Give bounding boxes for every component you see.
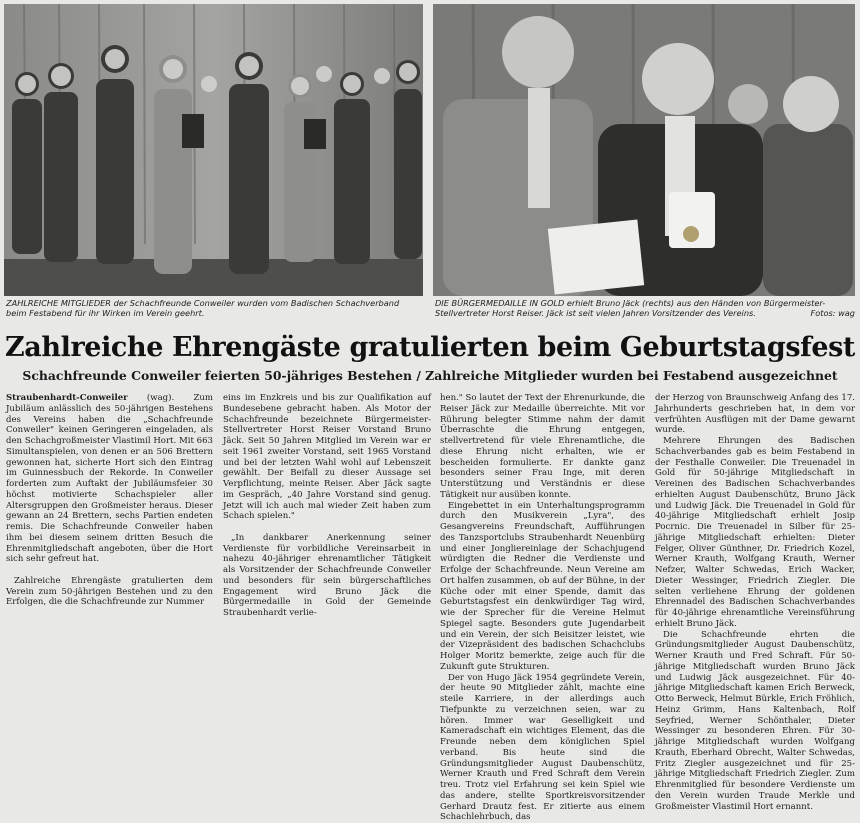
caption-text: erhielt Bruno Jäck (rechts) aus den Händen von Bürgermeister-Stellvertreter Horst Reiser. Jäck ist seit vielen Jahren Vorsitzender des Vereins.	[435, 298, 825, 318]
photo-caption-left	[6, 298, 421, 318]
group-photo-illustration	[4, 4, 423, 296]
caption-text: der Schachfreunde Conweiler wurden vom Badischen Schachverband beim Festabend für ihr Wirken im Verein geehrt.	[6, 298, 399, 318]
article-paragraph: Zahlreiche Ehrengäste gratulierten dem Verein zum 50-jährigen Bestehen und zu den Erfolgen, die die Schachfreunde zur Nummer	[6, 576, 213, 608]
photo-credit: Fotos: wag	[811, 308, 855, 318]
article-paragraph: „In dankbarer Anerkennung seiner Verdienste für vorbildliche Vereinsarbeit in nahezu 40-jähriger ehrenamtlicher Tätigkeit als Vorsitzender der Schachfreunde Conweiler und besonders für sein bürgerschaftliches Engagement wird Bruno Jäck die Bürgermedaille in Gold der Gemeinde Straubenhardt verlie-	[223, 533, 431, 619]
article-column-1	[6, 393, 213, 608]
article-paragraph: Eingebettet in ein Unterhaltungsprogramm durch den Musikverein „Lyra", des Gesangvereins Freundschaft, Aufführungen des Tanzsportclubs Straubenhardt Neuenbürg und einer Jongliereinlage der Schachjugend würdigten die Redner die Verdienste und Erfolge der Schachfreunde. Neun Vereine am Ort halfen zusammen, ob auf der Bühne, in der Küche oder mit einer Spende, damit das Geburtstagsfest ein denkwürdiger Tag wird, wie der Sprecher für die Vereine Helmut Spiegel sagte. Besonders gute Jugendarbeit und ein Verein, der sich Beisitzer leistet, wie der Vizepräsident des badischen Schachclubs Holger Moritz bemerkte, zeige auch für die Zukunft gute Strukturen.	[440, 501, 645, 673]
article-paragraph: Die Schachfreunde ehrten die Gründungsmitglieder August Daubenschütz, Werner Krauth und Fred Schraft. Für 50-jährige Mitgliedschaft wurden Bruno Jäck und Ludwig Jäck ausgezeichnet. Für 40-jährige Mitgliedschaft kamen Erich Berweck, Otto Berweck, Helmut Bürkle, Erich Fröhlich, Heinz Grimm, Hans Kaltenbach, Rolf Seyfried, Werner Schönthaler, Dieter Wessinger zu besonderen Ehren. Für 30-jährige Mitgliedschaft wurden Wolfgang Krauth, Eberhard Obrecht, Walter Schwedas, Fritz Ziegler ausgezeichnet und für 25-jährige Mitgliedschaft Friedrich Ziegler. Zum Ehrenmitglied für besondere Verdienste um den Verein wurden Traude Merkle und Großmeister Vlastimil Hort ernannt.	[655, 630, 855, 813]
article-column-3	[440, 393, 645, 823]
article-headline: Zahlreiche Ehrengäste gratulierten beim Geburtstagsfest	[0, 332, 860, 363]
article-paragraph: der Herzog von Braunschweig Anfang des 17. Jahrhunderts geschrieben hat, in dem vor verfrühten Ausflügen mit der Dame gewarnt wurde.	[655, 393, 855, 436]
paragraph-text: (wag). Zum Jubiläum anlässlich des 50-jährigen Bestehens des Vereins haben die „Schachfreunde Conweiler" keinen Geringeren eingeladen, als den Schachgroßmeister Vlastimil Hort. Mit 663 Simultanspielen, von denen er an 506 Brettern gewonnen hat, sicherte Hort sich den Eintrag im Guinnessbuch der Rekorde. In Conweiler forderten zum Auftakt der Jubiläumsfeier 30 höchst motivierte Schachspieler aller Altersgruppen den Großmeister heraus. Dieser gewann an 24 Brettern, sechs Partien endeten remis. Die Schachfreunde Conweiler haben ihm bei diesem seinem dritten Besuch die Ehrenmitgliedschaft angeboten, über die Hort sich sehr gefreut hat.	[6, 393, 213, 564]
photo-medal-handover	[433, 4, 855, 296]
article-paragraph	[6, 393, 213, 565]
article-paragraph: eins im Enzkreis und bis zur Qualifikation auf Bundesebene gebracht haben. Als Motor der Schachfreunde bezeichnete Bürgermeister-Stellvertreter Horst Reiser Vorstand Bruno Jäck. Seit 50 Jahren Mitglied im Verein war er seit 1961 zweiter Vorstand, seit 1965 Vorstand und bei der letzten Wahl wohl auf Lebenszeit gewählt. Der Beifall zu dieser Aussage sei Verpflichtung, meinte Reiser. Aber Jäck sagte im Gespräch, „40 Jahre Vorstand sind genug. Jetzt will ich auch mal wieder Zeit haben zum Schach spielen."	[223, 393, 431, 522]
caption-lead: ZAHLREICHE MITGLIEDER	[6, 298, 111, 308]
dateline: Straubenhardt-Conweiler	[6, 393, 128, 403]
article-column-2	[223, 393, 431, 619]
medal-photo-illustration	[433, 4, 855, 296]
article-subheadline: Schachfreunde Conweiler feierten 50-jähriges Bestehen / Zahlreiche Mitglieder wurden bei Festabend ausgezeichnet	[0, 368, 860, 383]
photo-honored-members	[4, 4, 423, 296]
caption-lead: DIE BÜRGERMEDAILLE IN GOLD	[435, 298, 564, 308]
article-paragraph: Der von Hugo Jäck 1954 gegründete Verein, der heute 90 Mitglieder zählt, machte eine steile Karriere, in der allerdings auch Tiefpunkte zu verzeichnen seien, war zu hören. Immer war Geselligkeit und Kameradschaft ein wichtiges Element, das die Freunde neben dem königlichen Spiel verband. Bis heute sind die Gründungsmitglieder August Daubenschütz, Werner Krauth und Fred Schraft dem Verein treu. Trotz viel Erfahrung sei kein Spiel wie das andere, stellte Sportkreisvorsitzender Gerhard Drautz fest. Er zitierte aus einem Schachlehrbuch, das	[440, 673, 645, 823]
article-paragraph: Mehrere Ehrungen des Badischen Schachverbandes gab es beim Festabend in der Festhalle Conweiler. Die Treuenadel in Gold für 50-jährige Mitgliedschaft in Vereinen des Badischen Schachverbandes erhielten August Daubenschütz, Bruno Jäck und Ludwig Jäck. Die Treuenadel in Gold für 40-jährige Mitgliedschaft erhielt Josip Pocrnic. Die Treuenadel in Silber für 25-jährige Mitgliedschaft erhielten: Dieter Felger, Oliver Günthner, Dr. Friedrich Kozel, Werner Krauth, Wolfgang Krauth, Werner Nefzer, Walter Schwedas, Erich Wacker, Dieter Wessinger, Friedrich Ziegler. Die selten verliehene Ehrung der goldenen Ehrennadel des Badischen Schachverbandes für 40-jährige ehrenamtliche Vereinsführung erhielt Bruno Jäck.	[655, 436, 855, 630]
photo-caption-right	[435, 298, 855, 318]
article-paragraph: hen." So lautet der Text der Ehrenurkunde, die Reiser Jäck zur Medaille überreichte. Mit vor Rührung belegter Stimme nahm der damit Überraschte die Ehrung entgegen, stellvertretend für viele Ehrenamtliche, die diese Ehrung nicht erhalten, wie er bescheiden formulierte. Er dankte ganz besonders seiner Frau Inge, mit deren Unterstützung und Verständnis er diese Tätigkeit nur ausüben konnte.	[440, 393, 645, 501]
article-column-4	[655, 393, 855, 812]
